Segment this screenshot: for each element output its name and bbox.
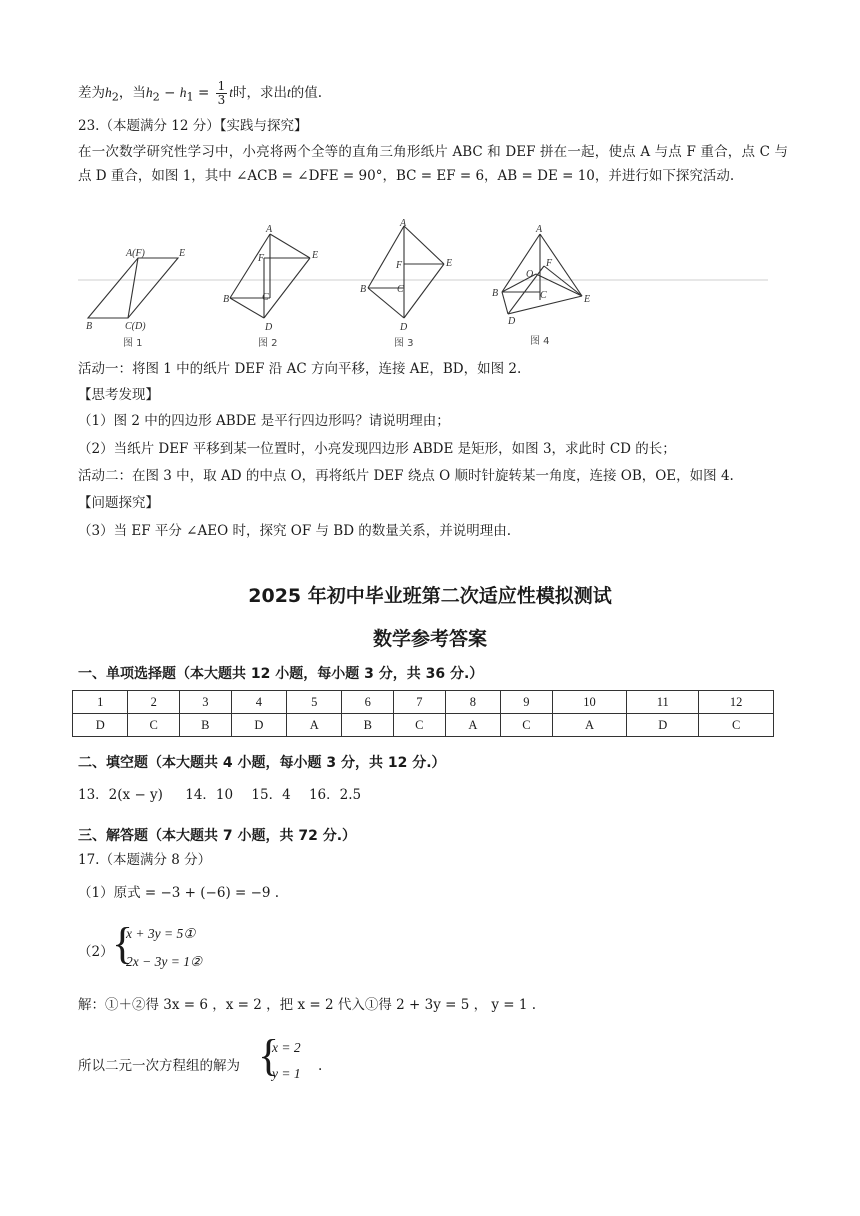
f4-label-f: F xyxy=(546,258,553,269)
table-cell: 5 xyxy=(287,691,342,714)
table-cell: 6 xyxy=(342,691,394,714)
section-1-heading: 一、单项选择题（本大题共 12 小题，每小题 3 分，共 36 分.） xyxy=(78,666,484,682)
f3-label-b: B xyxy=(360,284,367,295)
figure-2 xyxy=(230,234,310,318)
math-sub: 1 xyxy=(186,90,194,104)
explore-title: 【问题探究】 xyxy=(78,495,159,511)
f3-label-f: F xyxy=(396,260,403,271)
table-cell: 7 xyxy=(394,691,446,714)
text-post: 时，求出 xyxy=(232,85,287,101)
fraction xyxy=(216,80,228,107)
math-t2: t xyxy=(286,85,291,100)
f3-label-a: A xyxy=(400,218,407,229)
f3-label-d: D xyxy=(400,322,408,333)
table-cell: D xyxy=(627,714,699,737)
solution-y: y = 1 xyxy=(272,1066,301,1081)
table-cell: 3 xyxy=(180,691,232,714)
fill-15: 15．4 xyxy=(251,787,291,803)
math-h2: h xyxy=(105,85,112,100)
math-t: t xyxy=(229,85,233,100)
table-cell: 1 xyxy=(73,691,128,714)
continuation-line xyxy=(78,80,322,107)
q17-conclusion-text: 所以二元一次方程组的解为 xyxy=(78,1058,240,1074)
f4-label-o: O xyxy=(526,269,534,280)
table-cell: C xyxy=(128,714,180,737)
table-row xyxy=(73,714,774,737)
fill-16: 16．2.5 xyxy=(308,787,362,803)
math-sub: 2 xyxy=(152,90,160,104)
f4-label-c: C xyxy=(540,290,547,301)
f4-label-b: B xyxy=(492,288,499,299)
question-2: （2）当纸片 DEF 平移到某一位置时，小亮发现四边形 ABDE 是矩形，如图 3，求此时 CD 的长； xyxy=(78,441,676,457)
f4-label-e: E xyxy=(584,294,591,305)
q17-part-2-label: （2） xyxy=(78,944,114,960)
figures xyxy=(78,218,778,358)
f4-label-a: A xyxy=(536,224,543,235)
table-cell: 8 xyxy=(445,691,500,714)
fig4-caption: 图 4 xyxy=(530,336,550,347)
text-mid: ，当 xyxy=(118,85,146,101)
table-cell: D xyxy=(231,714,286,737)
q17-solution: 解：①＋②得 3x = 6 ，x = 2 ，把 x = 2 代入①得 2 + 3y = 5 ， y = 1 . xyxy=(78,997,537,1013)
fig3-caption: 图 3 xyxy=(394,338,414,349)
table-cell: 11 xyxy=(627,691,699,714)
mc-answer-table xyxy=(72,690,774,737)
q17-part-1: （1）原式 = −3 + (−6) = −9 . xyxy=(78,885,280,901)
text-end: 的值. xyxy=(290,85,323,101)
figures-svg xyxy=(78,218,778,358)
text-pre: 差为 xyxy=(78,85,105,101)
question-1: （1）图 2 中的四边形 ABDE 是平行四边形吗？请说明理由； xyxy=(78,413,450,429)
fill-13: 13．2(x − y) xyxy=(78,787,163,803)
table-row xyxy=(73,691,774,714)
table-cell: A xyxy=(287,714,342,737)
figure-1 xyxy=(88,258,178,318)
frac-num: 1 xyxy=(217,79,226,93)
table-cell: C xyxy=(501,714,553,737)
q17-title: 17.（本题满分 8 分） xyxy=(78,852,212,868)
answers-subtitle: 数学参考答案 xyxy=(372,628,487,650)
f1-label-e: E xyxy=(179,248,186,259)
section-2-heading: 二、填空题（本大题共 4 小题，每小题 3 分，共 12 分.） xyxy=(78,755,446,771)
table-cell: 9 xyxy=(501,691,553,714)
figure-3 xyxy=(368,226,444,318)
solution-x: x = 2 xyxy=(272,1040,301,1055)
math-h1: h xyxy=(179,85,187,100)
question-3: （3）当 EF 平分 ∠AEO 时，探究 OF 与 BD 的数量关系，并说明理由. xyxy=(78,523,512,539)
solution-period: . xyxy=(318,1058,323,1074)
fig2-caption: 图 2 xyxy=(258,338,278,349)
answers-title: 2025 年初中毕业班第二次适应性模拟测试 xyxy=(248,585,612,607)
equation-1: x + 3y = 5① xyxy=(126,926,196,941)
math-eq: = xyxy=(193,85,214,101)
section-3-heading: 三、解答题（本大题共 7 小题，共 72 分.） xyxy=(78,828,357,844)
table-cell: A xyxy=(552,714,627,737)
f1-label-b: B xyxy=(86,321,93,332)
f3-label-c: C xyxy=(397,284,404,295)
f3-label-e: E xyxy=(446,258,453,269)
equation-2: 2x − 3y = 1② xyxy=(126,954,203,969)
q23-intro: 在一次数学研究性学习中，小亮将两个全等的直角三角形纸片 ABC 和 DEF 拼在一起，使点 A 与点 F 重合，点 C 与点 D 重合，如图 1，其中 ∠ACB = ∠DFE = 90°，BC = EF = 6，AB = DE = 10，并进行如下探究活动. xyxy=(78,144,788,184)
f2-label-f: F xyxy=(258,253,265,264)
left-brace: { xyxy=(112,919,134,968)
frac-den: 3 xyxy=(217,93,226,107)
fill-14: 14．10 xyxy=(185,787,234,803)
f1-label-af: A(F) xyxy=(126,248,145,259)
f2-label-d: D xyxy=(265,322,273,333)
table-cell: C xyxy=(394,714,446,737)
f2-label-e: E xyxy=(312,250,319,261)
table-cell: D xyxy=(73,714,128,737)
table-cell: B xyxy=(180,714,232,737)
f1-label-cd: C(D) xyxy=(125,321,146,332)
f4-label-d: D xyxy=(508,316,516,327)
table-cell: 4 xyxy=(231,691,286,714)
math-sub: 2 xyxy=(111,90,119,104)
table-cell: C xyxy=(699,714,774,737)
table-cell: 12 xyxy=(699,691,774,714)
fig1-caption: 图 1 xyxy=(123,338,143,349)
table-cell: B xyxy=(342,714,394,737)
math-minus: − xyxy=(159,85,180,101)
math-h2b: h xyxy=(145,85,153,100)
activity-1: 活动一：将图 1 中的纸片 DEF 沿 AC 方向平移，连接 AE，BD，如图 2. xyxy=(78,361,522,377)
f2-label-a: A xyxy=(266,224,273,235)
figure-4 xyxy=(502,234,582,314)
f2-label-c: C xyxy=(262,292,269,303)
table-cell: A xyxy=(445,714,500,737)
f2-label-b: B xyxy=(223,294,230,305)
think-title: 【思考发现】 xyxy=(78,387,159,403)
table-cell: 10 xyxy=(552,691,627,714)
activity-2: 活动二：在图 3 中，取 AD 的中点 O，再将纸片 DEF 绕点 O 顺时针旋转某一角度，连接 OB，OE，如图 4. xyxy=(78,468,734,484)
fill-answers xyxy=(78,786,361,804)
q23-title: 23.（本题满分 12 分）【实践与探究】 xyxy=(78,118,308,134)
table-cell: 2 xyxy=(128,691,180,714)
left-brace: { xyxy=(258,1031,280,1080)
